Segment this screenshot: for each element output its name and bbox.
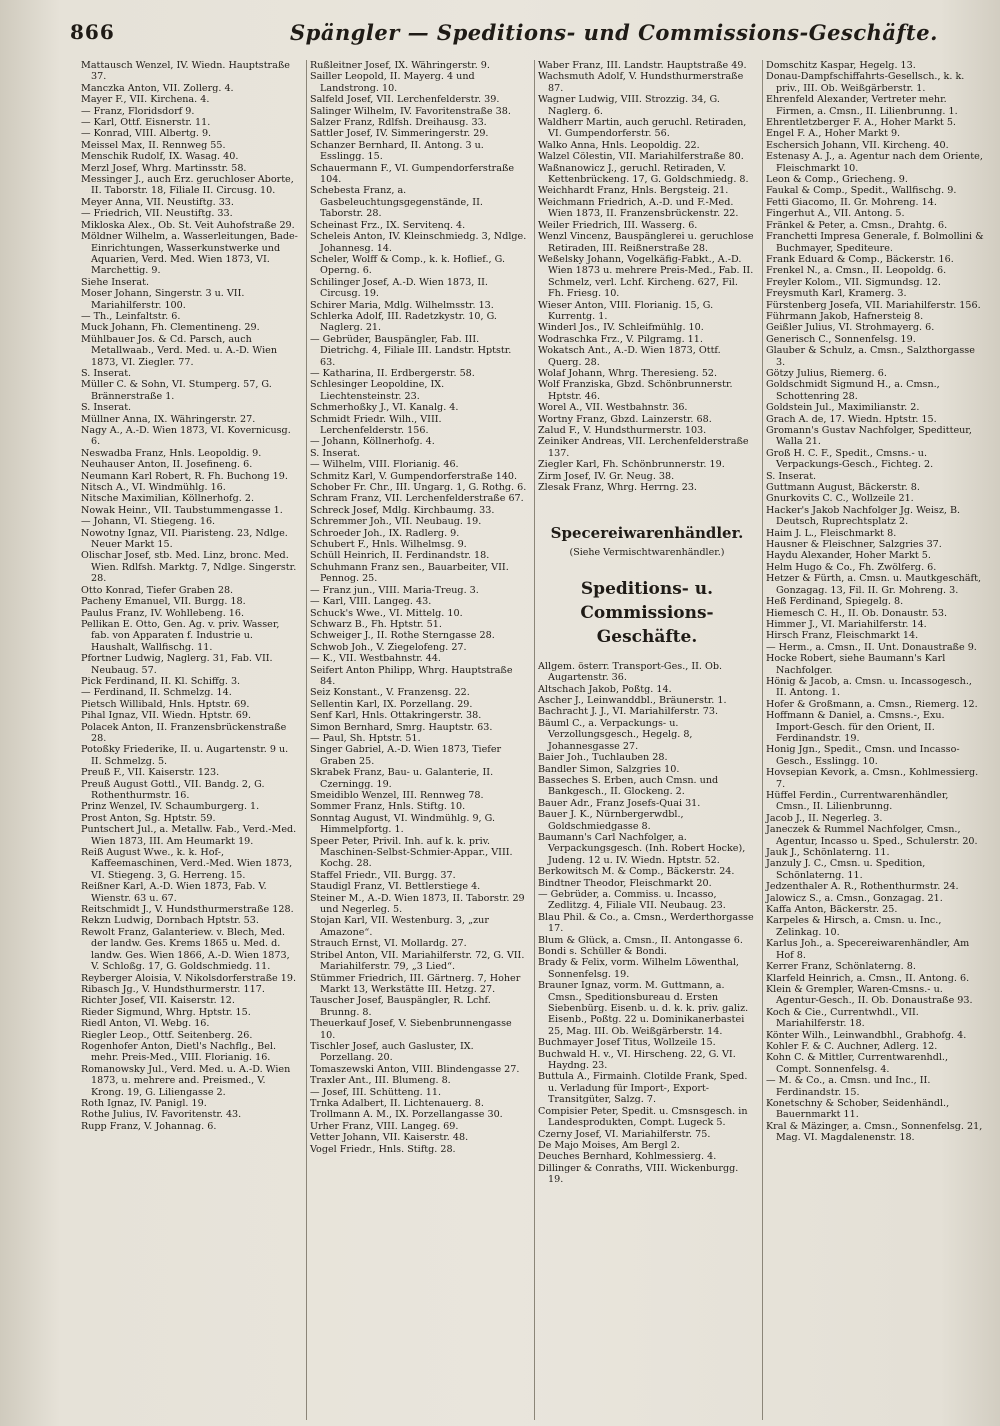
directory-entry: Waldherr Martin, auch geruchl. Retiraden, VI. Gumpendorferstr. 56.: [538, 117, 747, 140]
directory-entry: Deuches Bernhard, Kohlmessierg. 4.: [538, 1151, 717, 1163]
directory-entry: — Josef, III. Schütteng. 11.: [310, 1086, 442, 1098]
directory-entry: Estenasy A. J., a. Agentur nach dem Oriente, Fleischmarkt 10.: [766, 151, 983, 174]
directory-entry: Worel A., VII. Westbahnstr. 36.: [538, 402, 688, 414]
directory-entry: Senf Karl, Hnls. Ottakringerstr. 38.: [310, 710, 482, 722]
section-note: (Siehe Vermischtwarenhändler.): [569, 547, 725, 559]
directory-entry: Richter Josef, VII. Kaiserstr. 12.: [81, 995, 235, 1007]
directory-entry: Wodraschka Frz., V. Pilgramg. 11.: [538, 333, 703, 345]
directory-entry: Fingerhut A., VII. Antong. 5.: [766, 208, 905, 220]
directory-entry: Hocke Robert, siehe Baumann's Karl Nachfolger.: [766, 653, 946, 676]
directory-entry: Schmitz Karl, V. Gumpendorferstraße 140.: [310, 470, 518, 482]
directory-entry: Baier Joh., Tuchlauben 28.: [538, 752, 668, 764]
directory-entry: Reiß August Wwe., k. k. Hof-, Kaffeemaschinen, Verd.-Med. Wien 1873, VI. Stiegeng. 3, G. Herreng. 15.: [81, 847, 293, 881]
directory-entry: Simon Bernhard, Smrg. Hauptstr. 63.: [310, 721, 493, 733]
directory-entry: — Franz, Floridsdorf 9.: [81, 105, 195, 117]
directory-entry: Tauscher Josef, Bauspängler, R. Lchf. Brunng. 8.: [310, 995, 491, 1018]
directory-entry: Generisch C., Sonnenfelsg. 19.: [766, 333, 916, 345]
directory-entry: Baumann's Carl Nachfolger, a. Verpackungsgesch. (Inh. Robert Hocke), Judeng. 12 u. IV. Wiedn. Hptstr. 52.: [538, 831, 746, 866]
directory-entry: Wenzl Vincenz, Bauspänglerei u. geruchlose Retiraden, III. Reißnerstraße 28.: [538, 231, 754, 254]
directory-entry: Potoßky Friederike, II. u. Augartenstr. 9 u. II. Schmelzg. 5.: [81, 744, 289, 767]
directory-entry: Pacheny Emanuel, VII. Burgg. 18.: [81, 596, 246, 608]
directory-entry: Bindtner Theodor, Fleischmarkt 20.: [538, 877, 712, 889]
directory-entry: Janzuly J. C., Cmsn. u. Spedition, Schönlaterng. 11.: [766, 858, 926, 881]
directory-entry: Schram Franz, VII. Lerchenfelderstraße 67.: [310, 493, 524, 505]
directory-entry: Nagy A., A.-D. Wien 1873, VI. Kovernicusg. 6.: [81, 425, 291, 448]
directory-entry: Schmerhoßky J., VI. Kanalg. 4.: [310, 402, 459, 414]
directory-entry: — Karl, Ottf. Eisnerstr. 11.: [81, 117, 211, 129]
directory-entry: — Katharina, II. Erdbergerstr. 58.: [310, 367, 475, 379]
directory-entry: Rußleitner Josef, IX. Währingerstr. 9.: [310, 60, 490, 71]
directory-entry: Pellikan E. Otto, Gen. Ag. v. priv. Wasser, fab. von Apparaten f. Industrie u. Haushalt, Wallfischg. 11.: [81, 618, 280, 653]
directory-entry: Klarfeld Heinrich, a. Cmsn., II. Antong. 6.: [766, 972, 970, 984]
directory-entry: Polacek Anton, II. Franzensbrückenstraße 28.: [81, 721, 287, 744]
directory-entry: Kohler F. & C. Auchner, Adlerg. 12.: [766, 1040, 938, 1052]
section-heading: Speditions- u. Commissions-Geschäfte.: [580, 578, 714, 647]
directory-entry: Stojan Karl, VII. Westenburg. 3, „zur Amazone“.: [310, 915, 489, 938]
directory-entry: Heß Ferdinand, Spiegelg. 8.: [766, 596, 904, 608]
directory-entry: Müller C. & Sohn, VI. Stumperg. 57, G. Brännerstraße 1.: [81, 379, 272, 402]
directory-entry: Bauer Adr., Franz Josefs-Quai 31.: [538, 797, 701, 809]
directory-entry: Scheleis Anton, IV. Kleinschmiedg. 3, Ndlge. Johannesg. 14.: [310, 231, 527, 254]
directory-entry: Goldschmidt Sigmund H., a. Cmsn., Schottenring 28.: [766, 379, 940, 402]
directory-entry: Urher Franz, VIII. Langeg. 69.: [310, 1120, 459, 1132]
directory-entry: Meyer Anna, VII. Neustiftg. 33.: [81, 196, 234, 208]
directory-entry: Wolf Franziska, Gbzd. Schönbrunnerstr. Hptstr. 46.: [538, 379, 733, 402]
directory-entry: Altschach Jakob, Poßtg. 14.: [538, 683, 672, 695]
directory-entry: Pfortner Ludwig, Naglerg. 31, Fab. VII. Neubaug. 57.: [81, 653, 273, 676]
directory-entry: Schirer Maria, Mdlg. Wilhelmsstr. 13.: [310, 299, 494, 311]
directory-entry: — Karl, VIII. Langeg. 43.: [310, 596, 432, 608]
directory-entry: Schlesinger Leopoldine, IX. Liechtensteinstr. 23.: [310, 379, 445, 402]
directory-entry: Pihal Ignaz, VII. Wiedn. Hptstr. 69.: [81, 710, 252, 722]
directory-entry: Nitsch A., VI. Windmühlg. 16.: [81, 482, 226, 494]
directory-entry: Compisier Peter, Spedit. u. Cmsnsgesch. in Landesprodukten, Compt. Lugeck 5.: [538, 1105, 748, 1129]
directory-entry: S. Inserat.: [766, 470, 817, 482]
directory-entry: — Johann, VI. Stiegeng. 16.: [81, 516, 216, 528]
directory-entry: Waber Franz, III. Landstr. Hauptstraße 49.: [538, 60, 747, 71]
directory-entry: Hetzer & Fürth, a. Cmsn. u. Mautkgeschäft, Gonzagag. 13, Fil. II. Gr. Mohreng. 3.: [766, 573, 982, 596]
directory-entry: Nowotny Ignaz, VII. Piaristeng. 23, Ndlge. Neuer Markt 15.: [81, 527, 288, 551]
directory-entry: Hausner & Fleischner, Salzgries 37.: [766, 539, 942, 551]
directory-entry: Trnka Adalbert, II. Lichtenauerg. 8.: [310, 1097, 484, 1109]
directory-entry: Bandler Simon, Salzgries 10.: [538, 763, 680, 775]
directory-entry: Buttula A., Firmainh. Clotilde Frank, Sped. u. Verladung für Import-, Export- Transitgüter, Salzg. 7.: [538, 1071, 748, 1106]
directory-entry: Himmer J., VI. Mariahilferstr. 14.: [766, 618, 927, 630]
directory-entry: Strauch Ernst, VI. Mollardg. 27.: [310, 938, 467, 950]
directory-entry: Schweiger J., II. Rothe Sterngasse 28.: [310, 630, 495, 642]
directory-entry: Schauermann F., VI. Gumpendorferstraße 104.: [310, 162, 515, 186]
directory-entry: Sattler Josef, IV. Simmeringerstr. 29.: [310, 128, 489, 140]
directory-entry: Nitsche Maximilian, Köllnerhofg. 2.: [81, 493, 255, 505]
directory-entry: Ascher J., Leinwanddbl., Bräunerstr. 1.: [538, 695, 727, 707]
directory-entry: Leon & Comp., Griecheng. 9.: [766, 174, 908, 186]
directory-entry: Weichhardt Franz, Hnls. Bergsteig. 21.: [538, 185, 729, 197]
directory-entry: Hoffmann & Daniel, a. Cmsns.-, Exu. Import-Gesch. für den Orient, II. Ferdinandstr. 19.: [766, 710, 945, 744]
directory-entry: S. Inserat.: [81, 402, 132, 414]
directory-entry: Skrabek Franz, Bau- u. Galanterie, II. Czerningg. 19.: [310, 767, 494, 790]
directory-entry: Riedl Anton, VI. Webg. 16.: [81, 1018, 210, 1030]
directory-entry: Bachracht J. J., VI. Mariahilferstr. 73.: [538, 706, 719, 718]
directory-entry: Neuhauser Anton, II. Josefineng. 6.: [81, 459, 253, 471]
directory-entry: — Th., Leinfaltstr. 6.: [81, 310, 181, 322]
directory-entry: Weichmann Friedrich, A.-D. und F.-Med. Wien 1873, II. Franzensbrückenstr. 22.: [538, 196, 739, 220]
directory-entry: Jauk J., Schönlaterng. 11.: [766, 847, 890, 859]
directory-entry: Singer Gabriel, A.-D. Wien 1873, Tiefer Graben 25.: [310, 744, 502, 767]
directory-entry: Reitschmidt J., V. Hundsthurmerstraße 128.: [81, 904, 294, 916]
directory-entry: Wolaf Johann, Whrg. Theresieng. 52.: [538, 367, 718, 379]
directory-entry: Bauer J. K., Nürnbergerwdbl., Goldschmiedgasse 8.: [538, 809, 684, 832]
directory-entry: Schmidt Friedr. Wilh., VIII. Lerchenfelderstr. 156.: [310, 413, 442, 436]
directory-entry: Guttmann August, Bäckerstr. 8.: [766, 482, 920, 494]
directory-entry: Schüll Heinrich, II. Ferdinandstr. 18.: [310, 550, 490, 562]
directory-entry: Rogenhofer Anton, Dietl's Nachflg., Bel. mehr. Preis-Med., VIII. Florianig. 16.: [81, 1040, 277, 1064]
directory-entry: Sellentin Karl, IX. Porzellang. 29.: [310, 698, 473, 710]
directory-entry: Weiler Friedrich, III. Wasserg. 6.: [538, 219, 698, 231]
directory-entry: Buchwald H. v., VI. Hirscheng. 22, G. VI. Haydng. 23.: [538, 1048, 736, 1072]
directory-entry: Glauber & Schulz, a. Cmsn., Salzthorgasse 3.: [766, 345, 975, 368]
directory-entry: Neumann Karl Robert, R. Fh. Buchong 19.: [81, 470, 288, 482]
directory-entry: Hönig & Jacob, a. Cmsn. u. Incassogesch., II. Antong. 1.: [766, 675, 972, 699]
directory-entry: Müllner Anna, IX. Währingerstr. 27.: [81, 413, 256, 425]
directory-entry: Dillinger & Conraths, VIII. Wickenburgg. 19.: [538, 1162, 739, 1186]
directory-entry: Czerny Josef, VI. Mariahilferstr. 75.: [538, 1128, 711, 1140]
directory-entry: Faukal & Comp., Spedit., Wallfischg. 9.: [766, 185, 957, 197]
directory-entry: Rekzn Ludwig, Dornbach Hptstr. 53.: [81, 915, 259, 927]
directory-entry: Fränkel & Peter, a. Cmsn., Drahtg. 6.: [766, 219, 948, 231]
directory-entry: Preuß F., VII. Kaiserstr. 123.: [81, 767, 220, 779]
directory-entry: Stümmer Friedrich, III. Gärtnerg. 7, Hoher Markt 13, Werkstätte III. Hetzg. 27.: [310, 972, 521, 995]
directory-entry: Grach A. de, 17. Wiedn. Hptstr. 15.: [766, 413, 937, 425]
directory-entry: Helm Hugo & Co., Fh. Zwölferg. 6.: [766, 561, 937, 573]
directory-entry: Schanzer Bernhard, II. Antong. 3 u. Esslingg. 15.: [310, 139, 484, 163]
directory-entry: Speer Peter, Privil. Inh. auf k. k. priv. Maschinen-Selbst-Schmier-Appar., VIII. Kochg. 28.: [310, 835, 513, 870]
directory-entry: Mühlbauer Jos. & Cd. Parsch, auch Metallwaab., Verd. Med. u. A.-D. Wien 1873, VI. Ziegler. 77.: [81, 333, 278, 368]
directory-entry: Muck Johann, Fh. Clementineng. 29.: [81, 322, 260, 334]
directory-entry: Jalowicz S., a. Cmsn., Gonzagag. 21.: [766, 892, 943, 904]
directory-entry: Walko Anna, Hnls. Leopoldig. 22.: [538, 139, 700, 151]
directory-entry: Kral & Mäzinger, a. Cmsn., Sonnenfelsg. 21, Mag. VI. Magdalenenstr. 18.: [766, 1120, 983, 1144]
directory-entry: Schwob Joh., V. Ziegelofeng. 27.: [310, 641, 467, 653]
directory-entry: Franchetti Impresa Generale, f. Bolmollini & Buchmayer, Spediteure.: [766, 231, 984, 254]
directory-entry: Salinger Wilhelm, IV. Favoritenstraße 38.: [310, 105, 511, 117]
directory-entry: Eschersich Johann, VII. Kircheng. 40.: [766, 139, 949, 151]
directory-entry: Basseches S. Erben, auch Cmsn. und Bankgesch., II. Glockeng. 2.: [538, 774, 719, 798]
directory-entry: Brauner Ignaz, vorm. M. Guttmann, a. Cmsn., Speditionsbureau d. Ersten Siebenbürg. Eisenb. u. d. k. k. priv. galiz. Eisenb., Poßtg. 22 u. Dominikanerbastei 25, Mag. III. Ob. Weißgärberstr. 14.: [538, 980, 749, 1037]
directory-entry: Schubert F., Hnls. Wilhelmsg. 9.: [310, 539, 467, 551]
directory-entry: — K., VII. Westbahnstr. 44.: [310, 653, 441, 665]
directory-entry: Götzy Julius, Riemerg. 6.: [766, 367, 887, 379]
directory-entry: — Konrad, VIII. Albertg. 9.: [81, 128, 212, 140]
directory-entry: Roth Ignaz, IV. Panigl. 19.: [81, 1097, 207, 1109]
directory-entry: De Majo Moises, Am Bergl 2.: [538, 1139, 680, 1151]
directory-entry: Manczka Anton, VII. Zollerg. 4.: [81, 82, 234, 94]
directory-entry: Preuß August Gottl., VII. Bandg. 2, G. Rothenthurmstr. 16.: [81, 778, 265, 801]
directory-entry: Paulus Franz, IV. Wohllebeng. 16.: [81, 607, 245, 619]
directory-entry: Zirm Josef, IV. Gr. Neug. 38.: [538, 470, 675, 482]
column-4: [762, 60, 990, 1420]
directory-entry: Rieder Sigmund, Whrg. Hptstr. 15.: [81, 1006, 251, 1018]
directory-entry: Rupp Franz, V. Johannag. 6.: [81, 1120, 217, 1132]
directory-entry: Riegler Leop., Ottf. Seitenberg. 26.: [81, 1029, 253, 1041]
directory-entry: Hovsepian Kevork, a. Cmsn., Kohlmessierg. 7.: [766, 767, 979, 790]
directory-entry: Fetti Giacomo, II. Gr. Mohreng. 14.: [766, 196, 937, 208]
directory-entry: Wokatsch Ant., A.-D. Wien 1873, Ottf. Querg. 28.: [538, 345, 721, 368]
directory-entry: Stribel Anton, VII. Mariahilferstr. 72, G. VII. Mariahilferstr. 79, „3 Lied“.: [310, 949, 525, 973]
directory-entry: Vogel Friedr., Hnls. Stiftg. 28.: [310, 1143, 456, 1155]
directory-entry: Zalud F., V. Hundsthurmerstr. 103.: [538, 425, 707, 436]
directory-entry: Haydu Alexander, Hoher Markt 5.: [766, 550, 931, 562]
directory-entry: Schlerka Adolf, III. Radetzkystr. 10, G. Naglerg. 21.: [310, 310, 497, 334]
directory-entry: Scheinast Frz., IX. Servitenq. 4.: [310, 219, 466, 231]
directory-entry: Hirsch Franz, Fleischmarkt 14.: [766, 630, 919, 642]
directory-entry: Frenkel N., a. Cmsn., II. Leopoldg. 6.: [766, 265, 947, 277]
directory-entry: Hacker's Jakob Nachfolger Jg. Weisz, B. Deutsch, Ruprechtsplatz 2.: [766, 504, 961, 528]
directory-entry: Sommer Franz, Hnls. Stiftg. 10.: [310, 801, 466, 813]
directory-entry: — Franz jun., VIII. Maria-Treug. 3.: [310, 584, 479, 596]
directory-entry: Hofer & Großmann, a. Cmsn., Riemerg. 12.: [766, 698, 978, 710]
directory-entry: Jedzenthaler A. R., Rothenthurmstr. 24.: [766, 881, 959, 893]
directory-entry: Schreck Josef, Mdlg. Kirchbaumg. 33.: [310, 504, 495, 516]
directory-entry: Traxler Ant., III. Blumeng. 8.: [310, 1075, 451, 1087]
directory-entry: — Wilhelm, VIII. Florianig. 46.: [310, 459, 459, 471]
directory-entry: Vetter Johann, VII. Kaiserstr. 48.: [310, 1132, 469, 1144]
directory-entry: Groß H. C. F., Spedit., Cmsns.- u. Verpackungs-Gesch., Fichteg. 2.: [766, 447, 934, 471]
directory-entry: Gnurkovits C. C., Wollzeile 21.: [766, 493, 914, 505]
directory-entry: Ehrentletzberger F. A., Hoher Markt 5.: [766, 117, 956, 129]
directory-entry: Bäuml C., a. Verpackungs- u. Verzollungsgesch., Hegelg. 8, Johannesgasse 27.: [538, 717, 693, 752]
directory-entry: Karpeles & Hirsch, a. Cmsn. u. Inc., Zelinkag. 10.: [766, 915, 942, 938]
directory-entry: Zeiniker Andreas, VII. Lerchenfelderstraße 137.: [538, 436, 749, 459]
directory-entry: Schwarz B., Fh. Hptstr. 51.: [310, 618, 442, 630]
directory-entry: Möldner Wilhelm, a. Wasserleitungen, Bade-Einrichtungen, Wasserkunstwerke und Aquarien, Verd. Med. Wien 1873, VI. Marchettig. 9.: [81, 231, 298, 277]
directory-entry: Hüffel Ferdin., Currentwarenhändler, Cmsn., II. Lilienbrunng.: [766, 790, 949, 813]
directory-entry: Nowak Heinr., VII. Taubstummengasse 1.: [81, 504, 283, 516]
directory-entry: Staudigl Franz, VI. Bettlerstiege 4.: [310, 881, 481, 893]
directory-entry: Klein & Grempler, Waren-Cmsns.- u. Agentur-Gesch., II. Ob. Donaustraße 93.: [766, 983, 973, 1007]
directory-entry: Kerrer Franz, Schönlaterng. 8.: [766, 961, 916, 973]
page-header: [40, 20, 970, 52]
directory-entry: Koch & Cie., Currentwhdl., VII. Mariahilferstr. 18.: [766, 1006, 919, 1030]
directory-entry: Engel F. A., Hoher Markt 9.: [766, 128, 901, 140]
directory-entry: Prinz Wenzel, IV. Schaumburgerg. 1.: [81, 801, 260, 813]
directory-columns: [78, 60, 990, 1420]
directory-entry: Könter Wilh., Leinwandbhl., Grabhofg. 4.: [766, 1029, 967, 1041]
directory-entry: Domschitz Kaspar, Hegelg. 13.: [766, 60, 916, 71]
directory-entry: Frank Eduard & Comp., Bäckerstr. 16.: [766, 253, 954, 265]
directory-entry: Schuck's Wwe., VI. Mittelg. 10.: [310, 607, 463, 619]
directory-entry: Seiz Konstant., V. Franzensg. 22.: [310, 687, 470, 699]
directory-entry: Bondi s. Schüller & Bondi.: [538, 946, 667, 957]
column-1: [78, 60, 306, 1420]
directory-entry: Olischar Josef, stb. Med. Linz, bronc. Med. Wien. Rdlfsh. Marktg. 7, Ndlge. Singerstr. 28.: [81, 550, 297, 585]
directory-entry: Schebesta Franz, a. Gasbeleuchtungsgegenstände, II. Taborstr. 28.: [310, 185, 483, 220]
directory-entry: Buchmayer Josef Titus, Wollzeile 15.: [538, 1037, 716, 1049]
directory-entry: Staffel Friedr., VII. Burgg. 37.: [310, 869, 456, 881]
directory-entry: Tomaszewski Anton, VIII. Blindengasse 27.: [310, 1063, 520, 1075]
directory-entry: Wortny Franz, Gbzd. Lainzerstr. 68.: [538, 413, 712, 425]
directory-entry: Konetschny & Schober, Seidenhändl., Bauernmarkt 11.: [766, 1097, 950, 1121]
directory-entry: Salfeld Josef, VII. Lerchenfelderstr. 39.: [310, 94, 500, 106]
column-2: [306, 60, 534, 1420]
directory-entry: Mayer F., VII. Kirchena. 4.: [81, 94, 210, 106]
directory-entry: Reißner Karl, A.-D. Wien 1873, Fab. V. Wienstr. 63 u. 67.: [81, 881, 267, 904]
column-3: [534, 60, 762, 1420]
directory-entry: Berkowitsch M. & Comp., Bäckerstr. 24.: [538, 866, 735, 878]
directory-entry: Kaffa Anton, Bäckerstr. 25.: [766, 904, 898, 916]
directory-entry: Messinger J., auch Erz. geruchloser Aborte, II. Taborstr. 18, Filiale II. Circusg. 10.: [81, 174, 294, 197]
directory-entry: Honig Jgn., Spedit., Cmsn. und Incasso-Gesch., Esslingg. 10.: [766, 744, 960, 767]
directory-entry: Kohn C. & Mittler, Currentwarenhdl., Compt. Sonnenfelsg. 4.: [766, 1052, 949, 1075]
directory-entry: Rewolt Franz, Galanteriew. v. Blech, Med. der landw. Ges. Krems 1865 u. Med. d. landw. Ges. Wien 1866, A.-D. Wien 1873, V. Schloßg. 17, G. Goldschmiedg. 11.: [81, 926, 290, 973]
directory-entry: Prost Anton, Sg. Hptstr. 59.: [81, 812, 216, 824]
directory-entry: Schilinger Josef, A.-D. Wien 1873, II. Circusg. 19.: [310, 276, 488, 300]
directory-entry: Merzl Josef, Whrg. Martinsstr. 58.: [81, 162, 247, 174]
directory-entry: — Friedrich, VII. Neustiftg. 33.: [81, 208, 233, 220]
directory-entry: Ehrenfeld Alexander, Vertreter mehr. Firmen, a. Cmsn., II. Lilienbrunng. 1.: [766, 94, 958, 117]
directory-entry: — Gebrüder, Bauspängler, Fab. III. Dietrichg. 4, Filiale III. Landstr. Hptstr. 63.: [310, 333, 512, 368]
directory-entry: Seifert Anton Philipp, Whrg. Hauptstraße 84.: [310, 664, 513, 687]
directory-entry: Gromann's Gustav Nachfolger, Speditteur, Walla 21.: [766, 425, 972, 448]
directory-entry: Schober Fr. Chr., III. Ungarg. 1, G. Rothg. 6.: [310, 482, 527, 494]
directory-entry: Meissel Max, II. Rennweg 55.: [81, 139, 226, 151]
directory-entry: Schuhmann Franz sen., Bauarbeiter, VII. Pennog. 25.: [310, 561, 509, 585]
directory-entry: — Ferdinand, II. Schmelzg. 14.: [81, 687, 232, 699]
directory-entry: Puntschert Jul., a. Metallw. Fab., Verd.-Med. Wien 1873, III. Am Heumarkt 19.: [81, 824, 297, 847]
directory-entry: — Johann, Köllnerhofg. 4.: [310, 436, 435, 448]
section-heading: Specereiwarenhändler.: [550, 524, 744, 543]
directory-entry: Tischler Josef, auch Gasluster, IX. Porzellang. 20.: [310, 1040, 474, 1064]
page-title: Spängler — Speditions- und Commissions-Geschäfte.: [290, 20, 938, 45]
directory-entry: Wagner Ludwig, VIII. Strozzig. 34, G. Naglerg. 6.: [538, 94, 720, 117]
directory-entry: Rothe Julius, IV. Favoritenstr. 43.: [81, 1109, 242, 1121]
directory-entry: S. Inserat.: [81, 367, 132, 379]
directory-entry: Otto Konrad, Tiefer Graben 28.: [81, 584, 234, 596]
directory-entry: Freysmuth Karl, Kramerg. 3.: [766, 288, 907, 300]
directory-entry: Pick Ferdinand, II. Kl. Schiffg. 3.: [81, 675, 241, 687]
directory-entry: Moser Johann, Singerstr. 3 u. VII. Mariahilferstr. 100.: [81, 288, 245, 311]
directory-entry: Waßnanowicz J., geruchl. Retiraden, V. Kettenbrückeng. 17, G. Goldschmiedg. 8.: [538, 162, 749, 186]
directory-entry: Führmann Jakob, Hafnersteig 8.: [766, 310, 924, 322]
directory-entry: Ribasch Jg., V. Hundsthurmerstr. 117.: [81, 983, 265, 995]
directory-entry: Schroeder Joh., IX. Radlerg. 9.: [310, 527, 460, 539]
directory-entry: Romanowsky Jul., Verd. Med. u. A.-D. Wien 1873, u. mehrere and. Preismed., V. Krong. 19, G. Liliengasse 2.: [81, 1063, 291, 1098]
directory-entry: Geißler Julius, VI. Strohmayerg. 6.: [766, 322, 935, 334]
directory-entry: Steiner M., A.-D. Wien 1873, II. Taborstr. 29 und Negerleg. 5.: [310, 892, 525, 916]
directory-entry: Brady & Felix, vorm. Wilhelm Löwenthal, Sonnenfelsg. 19.: [538, 957, 739, 980]
directory-entry: — M. & Co., a. Cmsn. und Inc., II. Ferdinandstr. 15.: [766, 1075, 931, 1098]
directory-entry: — Paul, Sh. Hptstr. 51.: [310, 732, 421, 744]
directory-entry: Siehe Inserat.: [81, 276, 150, 288]
page-number: 866: [70, 20, 115, 44]
directory-entry: Smeidiblo Wenzel, III. Rennweg 78.: [310, 790, 484, 801]
directory-entry: Jacob J., II. Negerleg. 3.: [766, 812, 883, 824]
directory-entry: Goldstein Jul., Maximilianstr. 2.: [766, 402, 920, 414]
directory-entry: Wieser Anton, VIII. Florianig. 15, G. Kurrentg. 1.: [538, 299, 714, 322]
directory-entry: Blau Phil. & Co., a. Cmsn., Werderthorgasse 17.: [538, 911, 754, 935]
directory-entry: Sailler Leopold, II. Mayerg. 4 und Landstrong. 10.: [310, 71, 475, 94]
directory-entry: Allgem. österr. Transport-Ges., II. Ob. Augartenstr. 36.: [538, 660, 723, 684]
directory-entry: Blum & Glück, a. Cmsn., II. Antongasse 6.: [538, 934, 743, 946]
directory-entry: Reyberger Aloisia, V. Nikolsdorferstraße 19.: [81, 972, 297, 984]
directory-entry: Donau-Dampfschiffahrts-Gesellsch., k. k. priv., III. Ob. Weißgärberstr. 1.: [766, 71, 965, 94]
directory-entry: Hiemesch C. H., II. Ob. Donaustr. 53.: [766, 607, 948, 619]
directory-entry: Zlesak Franz, Whrg. Herrng. 23.: [538, 482, 697, 494]
directory-entry: Karlus Joh., a. Specereiwarenhändler, Am Hof 8.: [766, 938, 970, 961]
directory-entry: Scheler, Wolff & Comp., k. k. Hoflief., G. Operng. 6.: [310, 253, 506, 277]
directory-entry: Weßelsky Johann, Vogelkäfig-Fabkt., A.-D. Wien 1873 u. mehrere Preis-Med., Fab. II. Schmelz, verl. Lchf. Kircheng. 627, Fil. Fh. Friesg. 10.: [538, 253, 754, 300]
directory-entry: Neswadba Franz, Hnls. Leopoldig. 9.: [81, 447, 262, 459]
directory-entry: Freyler Kolom., VII. Sigmundsg. 12.: [766, 276, 941, 288]
directory-entry: — Gebrüder, a. Commiss. u. Incasso, Zedlitzg. 4, Filiale VII. Neubaug. 23.: [538, 888, 726, 912]
directory-entry: Salzer Franz, Rdlfsh. Dreihausg. 33.: [310, 117, 487, 129]
directory-entry: — Herm., a. Cmsn., II. Unt. Donaustraße 9.: [766, 641, 977, 653]
directory-entry: Winderl Jos., IV. Schleifmühlg. 10.: [538, 322, 704, 334]
directory-entry: Schremmer Joh., VII. Neubaug. 19.: [310, 516, 482, 528]
directory-entry: Fürstenberg Josefa, VII. Mariahilferstr. 156.: [766, 299, 981, 311]
directory-entry: Wachsmuth Adolf, V. Hundsthurmerstraße 87.: [538, 71, 744, 94]
directory-entry: Pietsch Willibald, Hnls. Hptstr. 69.: [81, 698, 250, 710]
directory-entry: Theuerkauf Josef, V. Siebenbrunnengasse 10.: [310, 1018, 512, 1041]
directory-entry: Mikloska Alex., Ob. St. Veit Auhofstraße 29.: [81, 219, 295, 231]
directory-entry: Ziegler Karl, Fh. Schönbrunnerstr. 19.: [538, 459, 725, 471]
directory-entry: Trollmann A. M., IX. Porzellangasse 30.: [310, 1109, 503, 1121]
directory-entry: Sonntag August, VI. Windmühlg. 9, G. Himmelpfortg. 1.: [310, 812, 496, 836]
directory-entry: Menschik Rudolf, IX. Wasag. 40.: [81, 151, 239, 163]
directory-entry: Janeczek & Rummel Nachfolger, Cmsn., Agentur, Incasso u. Sped., Schulerstr. 20.: [766, 824, 978, 847]
directory-entry: S. Inserat.: [310, 447, 361, 459]
directory-entry: Haim J. L., Fleischmarkt 8.: [766, 527, 897, 539]
directory-entry: Walzel Cölestin, VII. Mariahilferstraße 80.: [538, 151, 744, 163]
directory-entry: Mattausch Wenzel, IV. Wiedn. Hauptstraße 37.: [81, 60, 290, 83]
